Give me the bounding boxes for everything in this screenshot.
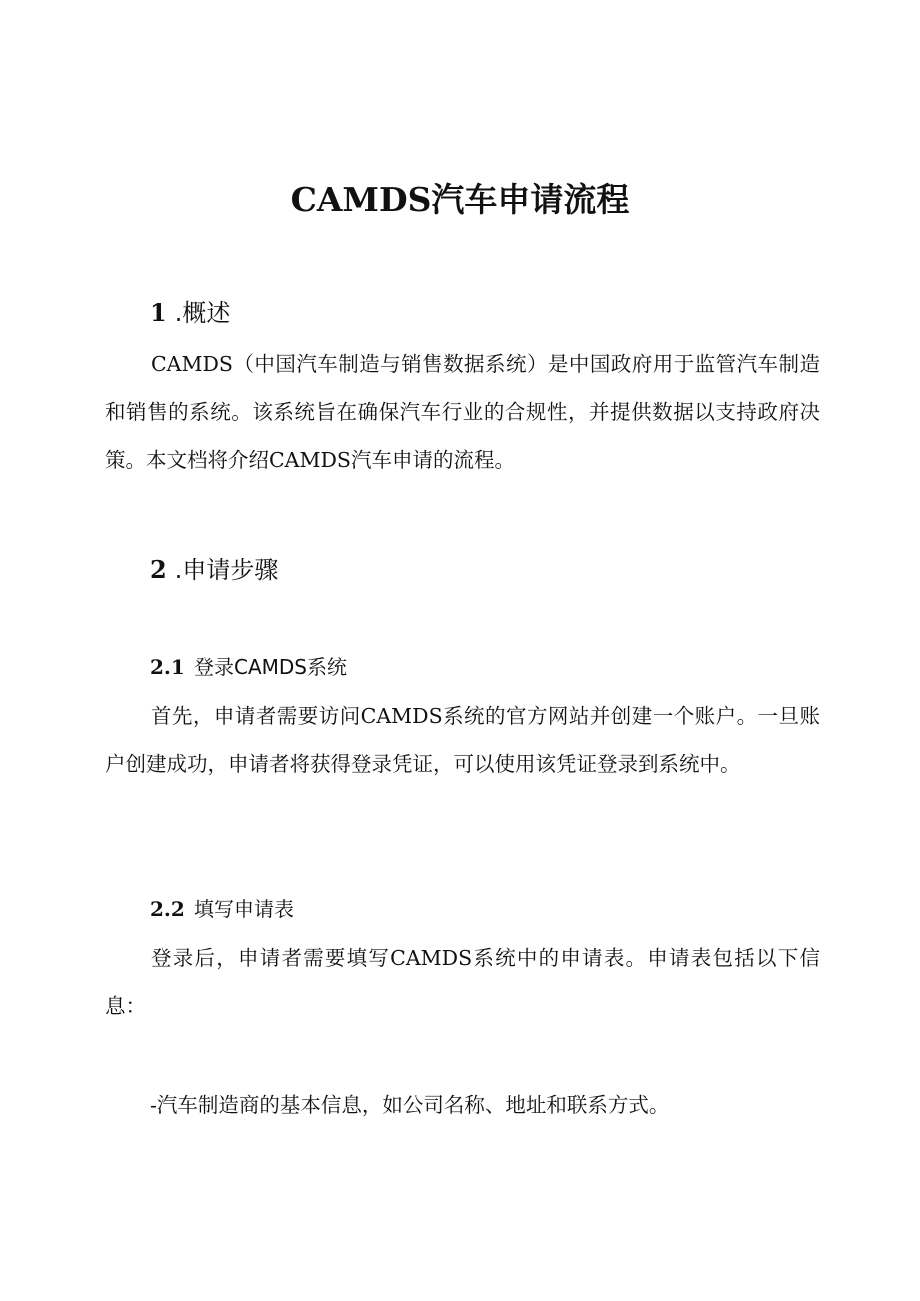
subsection-2-2-number: 2.2 (150, 897, 185, 921)
document-title: CAMDS汽车申请流程 (290, 180, 630, 219)
subsection-2-1-title: 登录CAMDS系统 (194, 655, 347, 679)
section-1-number: 1 (150, 298, 167, 327)
section-2-title: .申请步骤 (174, 556, 279, 584)
bullet-item: -汽车制造商的基本信息，如公司名称、地址和联系方式。 (150, 1093, 670, 1117)
subsection-2-1-paragraph: 首先，申请者需要访问CAMDS系统的官方网站并创建一个账户。一旦账户创建成功，申请者将获得登录凭证，可以使用该凭证登录到系统中。 (105, 704, 820, 776)
section-1-heading (150, 296, 230, 330)
subsection-2-2-title: 填写申请表 (194, 897, 294, 921)
subsection-2-2-heading (150, 894, 294, 924)
subsection-2-2-paragraph: 登录后，申请者需要填写CAMDS系统中的申请表。申请表包括以下信息： (105, 946, 820, 1018)
section-1-paragraph: CAMDS（中国汽车制造与销售数据系统）是中国政府用于监管汽车制造和销售的系统。该系统旨在确保汽车行业的合规性，并提供数据以支持政府决策。本文档将介绍CAMDS汽车申请的流程。 (105, 352, 820, 472)
section-2-heading (150, 553, 278, 587)
subsection-2-1-heading (150, 652, 347, 682)
section-1-title: .概述 (174, 299, 231, 327)
subsection-2-1-number: 2.1 (150, 655, 185, 679)
section-2-number: 2 (150, 555, 167, 584)
